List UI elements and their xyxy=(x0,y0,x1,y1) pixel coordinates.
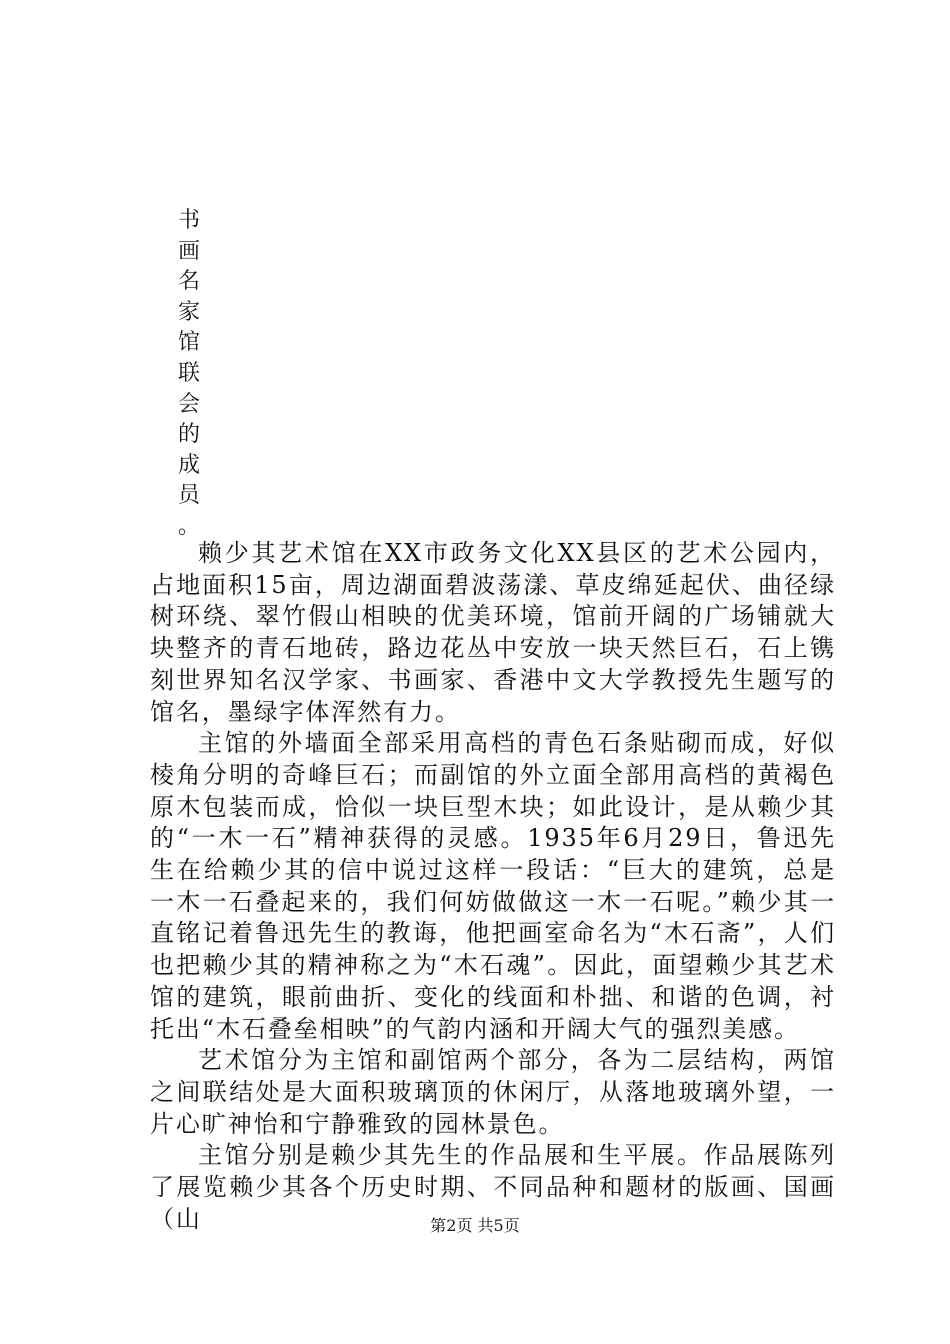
vertical-char: 画 xyxy=(178,238,201,264)
vertical-char: 书 xyxy=(178,208,201,233)
paragraph: 主馆分别是赖少其先生的作品展和生平展。作品展陈列了展览赖少其各个历史时期、不同品种和题材的版画、国画（山 xyxy=(150,1141,836,1233)
vertical-char: 员 xyxy=(178,483,201,509)
vertical-char: 会 xyxy=(178,391,201,417)
body-text xyxy=(150,538,836,1235)
vertical-char: 家 xyxy=(178,299,201,325)
page-number-label: 第2页 共5页 xyxy=(430,1216,520,1235)
vertical-char: 联 xyxy=(178,360,201,386)
paragraph: 主馆的外墙面全部采用高档的青色石条贴砌而成，好似棱角分明的奇峰巨石；而副馆的外立面全部用高档的黄褐色原木包装而成，恰似一块巨型木块；如此设计，是从赖少其的“一木一石”精神获得的灵感。1935年6月29日，鲁迅先生在给赖少其的信中说过这样一段话：“巨大的建筑，总是一木一石叠起来的，我们何妨做做这一木一石呢。”赖少其一直铭记着鲁迅先生的教诲，他把画室命名为“木石斋”，人们也把赖少其的精神称之为“木石魂”。因此，面望赖少其艺术馆的建筑，眼前曲折、变化的线面和朴拙、和谐的色调，衬托出“木石叠垒相映”的气韵内涵和开阔大气的强烈美感。 xyxy=(150,729,836,1043)
paragraph: 艺术馆分为主馆和副馆两个部分，各为二层结构，两馆之间联结处是大面积玻璃顶的休闲厅，从落地玻璃外望，一片心旷神怡和宁静雅致的园林景色。 xyxy=(150,1046,836,1138)
page-footer xyxy=(0,1216,950,1236)
vertical-char: 。 xyxy=(178,513,201,539)
vertical-char: 成 xyxy=(178,452,201,478)
vertical-char: 的 xyxy=(178,422,201,448)
vertical-char: 馆 xyxy=(178,330,201,356)
paragraph: 赖少其艺术馆在XX市政务文化XX县区的艺术公园内，占地面积15亩，周边湖面碧波荡漾、草皮绵延起伏、曲径绿树环绕、翠竹假山相映的优美环境，馆前开阔的广场铺就大块整齐的青石地砖，路边花丛中安放一块天然巨石，石上镌刻世界知名汉学家、书画家、香港中文大学教授先生题写的馆名，墨绿字体浑然有力。 xyxy=(150,539,836,726)
vertical-text-column xyxy=(178,206,208,543)
vertical-char: 名 xyxy=(178,269,201,295)
